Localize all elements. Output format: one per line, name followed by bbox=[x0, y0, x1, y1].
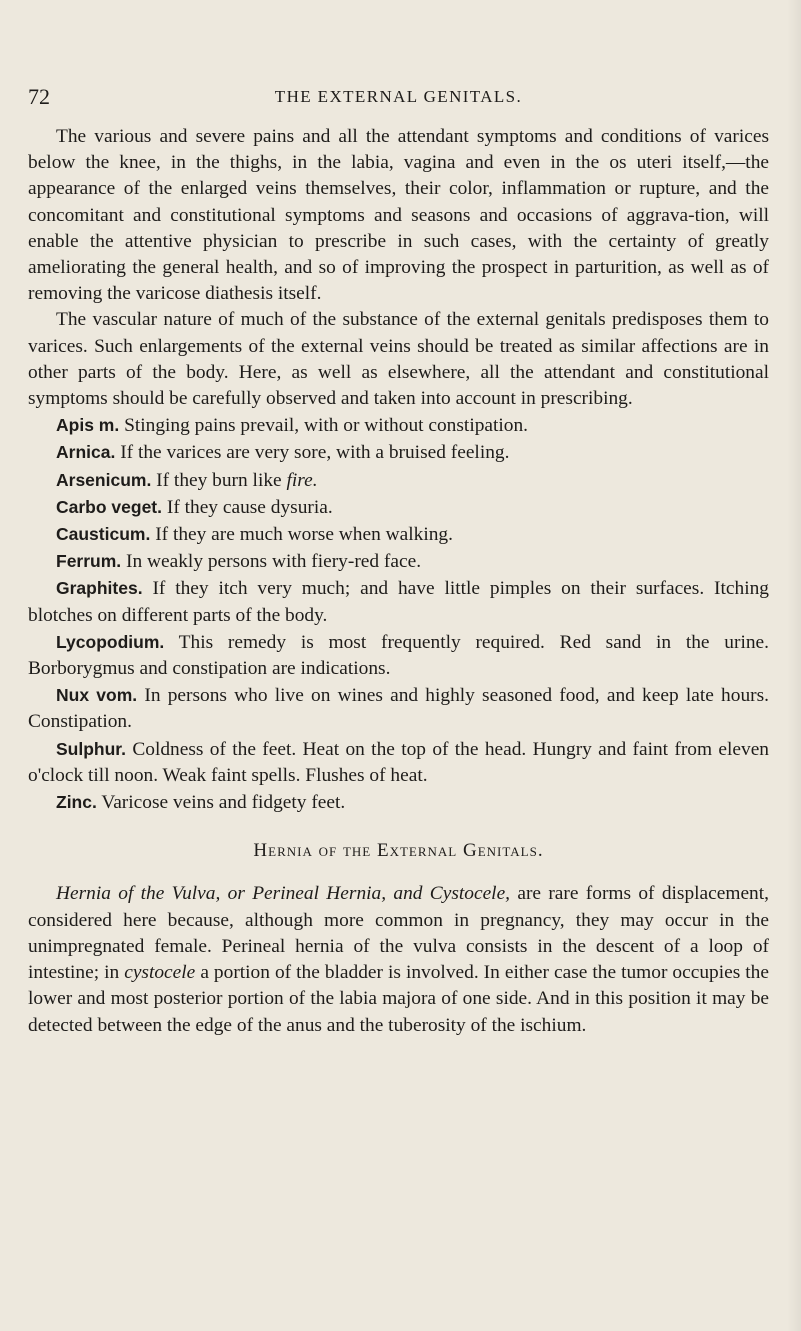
remedy-name: Nux vom. bbox=[56, 685, 138, 706]
remedy-name: Zinc. bbox=[56, 792, 97, 813]
remedy-causticum bbox=[28, 521, 769, 548]
paragraph-hernia bbox=[28, 881, 769, 1038]
remedy-text: If they itch very much; and have little pimples on their surfaces. Itching blotches on different parts of the body. bbox=[28, 578, 769, 626]
remedy-name: Graphites. bbox=[56, 578, 143, 599]
section-heading: Hernia of the External Genitals. bbox=[253, 840, 544, 862]
paragraph-varices-symptoms: The various and severe pains and all the attendant symptoms and conditions of varices below the knee, in the thighs, in the labia, vagina and even in the os uteri itself,—the appearance of the enlarged veins themselves, their color, inflammation or rupture, and the concomitant and constitutional symptoms and seasons and occasions of aggrava-tion, will enable the attentive physician to prescribe in such cases, with the certainty of greatly ameliorating the general health, and so of improving the prospect in parturition, as well as of removing the varicose diathesis itself. bbox=[28, 126, 769, 305]
remedy-name: Apis m. bbox=[56, 415, 120, 436]
remedy-arsenicum bbox=[28, 467, 769, 494]
remedy-name: Lycopodium. bbox=[56, 631, 165, 652]
remedy-name: Causticum. bbox=[56, 524, 151, 545]
remedy-ferrum bbox=[28, 548, 769, 575]
page-number: 72 bbox=[28, 84, 50, 109]
remedy-arnica bbox=[28, 439, 769, 466]
hernia-text-part-2: a portion of the bladder is involved. In either case the tumor occupies the lower and most posterior portion of the labia majora of one side. And in this position it may be detected between the edge of the anus and the tuberosity of the ischium. bbox=[28, 962, 769, 1036]
remedy-name: Arsenicum. bbox=[56, 469, 152, 490]
remedy-text: This remedy is most frequently required. Red sand in the urine. Borborygmus and constipation are indications. bbox=[28, 631, 769, 680]
remedy-text: If the varices are very sore, with a bruised feeling. bbox=[120, 442, 510, 464]
remedy-sulphur bbox=[28, 736, 769, 789]
remedy-graphites bbox=[28, 575, 769, 628]
remedy-name: Arnica. bbox=[56, 442, 116, 463]
cystocele-emphasis: cystocele bbox=[124, 962, 196, 984]
paragraph-vascular-nature: The vascular nature of much of the substance of the external genitals predisposes them to varices. Such enlargements of the external veins should be treated as similar affections are in other parts of the body. Here, as well as elsewhere, all the attendant and constitutional symptoms should be carefully observed and taken into account in prescribing. bbox=[28, 309, 769, 410]
hernia-terms-emphasis: Hernia of the Vulva, or Perineal Hernia, and Cystocele, bbox=[56, 883, 511, 905]
running-head: THE EXTERNAL GENITALS. bbox=[274, 87, 523, 106]
remedy-text: Stinging pains prevail, with or without constipation. bbox=[124, 415, 529, 437]
remedy-text: Coldness of the feet. Heat on the top of the head. Hungry and faint from eleven o'clock till noon. Weak faint spells. Flushes of heat. bbox=[28, 738, 769, 786]
body-text bbox=[28, 124, 769, 1039]
remedy-name: Carbo veget. bbox=[56, 496, 162, 517]
remedy-emphasis: fire. bbox=[286, 469, 318, 491]
remedy-text: In weakly persons with fiery-red face. bbox=[126, 551, 422, 573]
page-header bbox=[28, 84, 769, 110]
hernia-text-part-1: are rare forms of displacement, considered here because, although more common in pregnancy, they may occur in the unimpregnated female. Perineal hernia of the vulva consists in the descent of a loop of intestine; in bbox=[28, 883, 769, 984]
remedy-apis bbox=[28, 412, 769, 439]
remedy-text: If they cause dysuria. bbox=[166, 496, 333, 518]
remedy-carbo-veget bbox=[28, 494, 769, 521]
remedy-text: Varicose veins and fidgety feet. bbox=[101, 792, 346, 814]
remedy-name: Ferrum. bbox=[56, 551, 122, 572]
remedy-lycopodium bbox=[28, 629, 769, 682]
remedy-text: If they are much worse when walking. bbox=[155, 524, 453, 546]
remedy-nux-vom bbox=[28, 682, 769, 735]
remedy-zinc bbox=[28, 789, 769, 816]
remedy-text: In persons who live on wines and highly seasoned food, and keep late hours. Constipation. bbox=[28, 685, 769, 733]
remedy-text: If they burn like bbox=[156, 469, 282, 491]
remedy-name: Sulphur. bbox=[56, 738, 126, 759]
